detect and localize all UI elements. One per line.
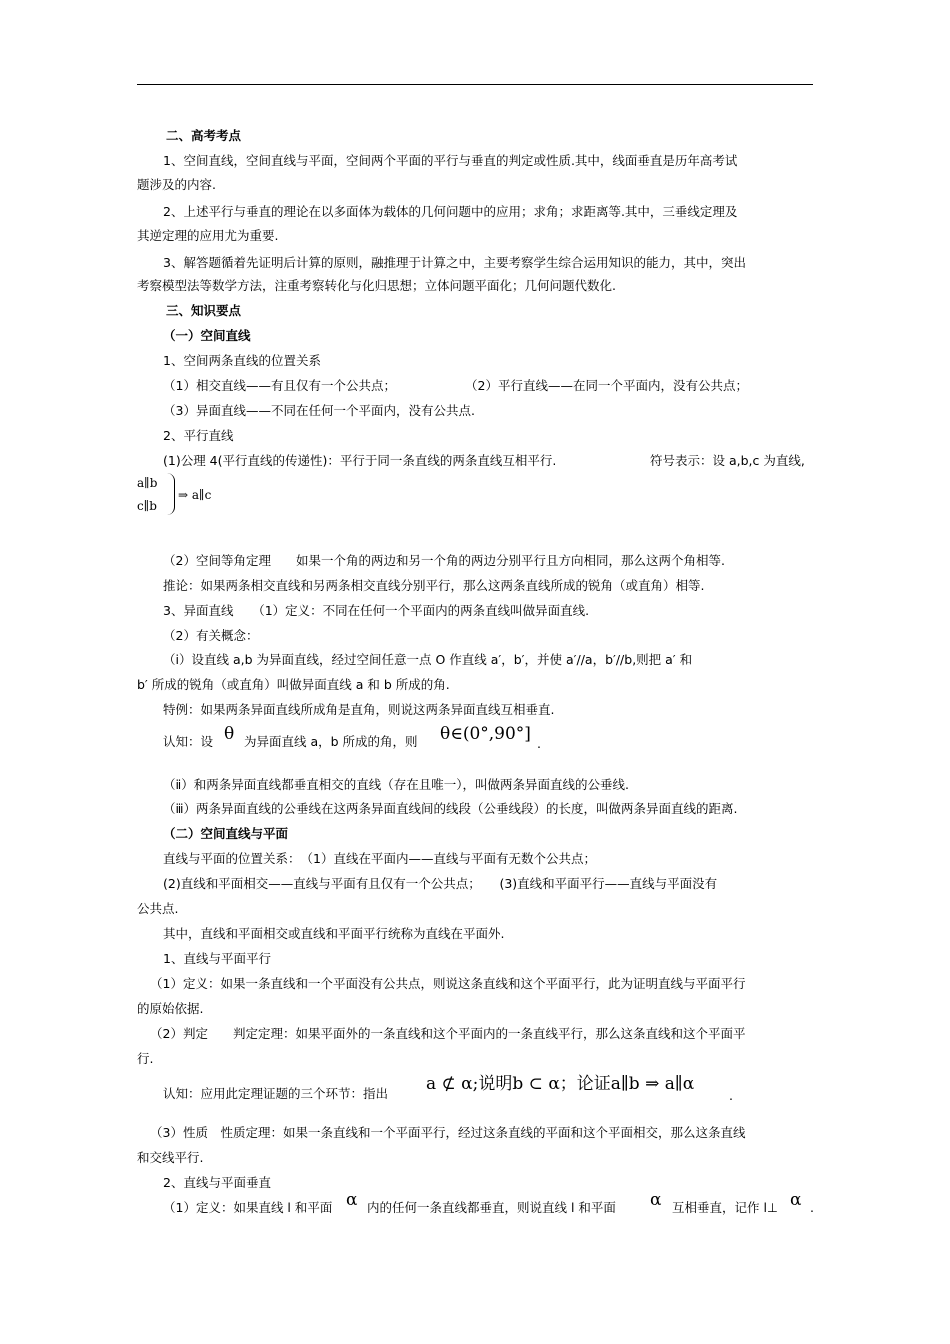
item-positional-relations: 1、空间两条直线的位置关系 bbox=[163, 353, 321, 368]
period: . bbox=[729, 1088, 733, 1103]
alpha-symbol: α bbox=[346, 1190, 358, 1210]
period: . bbox=[537, 736, 541, 751]
property-line-2: 和交线平行. bbox=[137, 1150, 204, 1165]
cognition-text: 为异面直线 a，b 所成的角，则 bbox=[244, 734, 418, 749]
proof-steps-formula: a ⊄ α;说明b ⊂ α；论证a∥b ⇒ a∥α bbox=[426, 1074, 695, 1094]
item-parallel-lines: （2）平行直线——在同一个平面内，没有公共点； bbox=[465, 378, 748, 393]
subsection-space-lines: （一）空间直线 bbox=[163, 328, 251, 343]
paragraph-3-line-2: 考察模型法等数学方法，注重考察转化与化归思想；立体问题平面化；几何问题代数化. bbox=[137, 278, 616, 293]
item-skew-lines: （3）异面直线——不同在任何一个平面内，没有公共点. bbox=[163, 403, 475, 418]
paragraph-2-line-2: 其逆定理的应用尤为重要. bbox=[137, 228, 279, 243]
criterion-line-2: 行. bbox=[137, 1051, 154, 1066]
line-plane-relations-2: (2)直线和平面相交——直线与平面有且仅有一个公共点； (3)直线和平面平行——直线与平面没有 bbox=[163, 876, 718, 891]
alpha-symbol: α bbox=[790, 1190, 802, 1210]
concept-ii: （ⅱ）和两条异面直线都垂直相交的直线（存在且唯一），叫做两条异面直线的公垂线. bbox=[163, 777, 629, 792]
concept-iii: （ⅲ）两条异面直线的公垂线在这两条异面直线间的线段（公垂线段）的长度，叫做两条异面直线的距离. bbox=[163, 801, 738, 816]
cognition-three-steps: 认知：应用此定理证题的三个环节：指出 bbox=[163, 1086, 389, 1101]
cognition-prefix: 认知：设 bbox=[163, 734, 214, 749]
symbol-notation: 符号表示：设 a,b,c 为直线, bbox=[650, 453, 805, 468]
related-concepts: （2）有关概念： bbox=[163, 628, 259, 643]
line-plane-parallel-heading: 1、直线与平面平行 bbox=[163, 951, 271, 966]
perpendicular-definition-part-3: 互相垂直，记作 l⊥ bbox=[672, 1200, 778, 1215]
paragraph-1-line-1: 1、空间直线，空间直线与平面，空间两个平面的平行与垂直的判定或性质.其中，线面垂直是历年高考试 bbox=[163, 153, 738, 168]
definition-parallel-line-1: （1）定义：如果一条直线和一个平面没有公共点，则说这条直线和这个平面平行，此为证明直线与平面平行 bbox=[150, 976, 746, 991]
paragraph-3-line-1: 3、解答题循着先证明后计算的原则，融推理于计算之中，主要考察学生综合运用知识的能力，其中，突出 bbox=[163, 255, 746, 270]
formula-a-parallel-b: a∥b bbox=[137, 476, 158, 490]
brace-symbol bbox=[166, 473, 175, 515]
paragraph-1-line-2: 题涉及的内容. bbox=[137, 177, 216, 192]
special-case: 特例：如果两条异面直线所成角是直角，则说这两条异面直线互相垂直. bbox=[163, 702, 555, 717]
perpendicular-definition-part-2: 内的任何一条直线都垂直，则说直线 l 和平面 bbox=[367, 1200, 616, 1215]
property-line-1: （3）性质 性质定理：如果一条直线和一个平面平行，经过这条直线的平面和这个平面相交，那么这条直线 bbox=[150, 1125, 746, 1140]
period: . bbox=[810, 1200, 814, 1215]
formula-c-parallel-b: c∥b bbox=[137, 499, 157, 513]
item-intersecting-lines: （1）相交直线——有且仅有一个公共点； bbox=[163, 378, 396, 393]
item-parallel-heading: 2、平行直线 bbox=[163, 428, 234, 443]
line-outside-plane: 其中，直线和平面相交或直线和平面平行统称为直线在平面外. bbox=[163, 926, 505, 941]
subsection-line-and-plane: （二）空间直线与平面 bbox=[163, 826, 289, 841]
definition-parallel-line-2: 的原始依据. bbox=[137, 1001, 204, 1016]
paragraph-2-line-1: 2、上述平行与垂直的理论在以多面体为载体的几何问题中的应用；求角；求距离等.其中，三垂线定理及 bbox=[163, 204, 738, 219]
line-plane-relations: 直线与平面的位置关系： （1）直线在平面内——直线与平面有无数个公共点； bbox=[163, 851, 596, 866]
criterion-line-1: （2）判定 判定定理：如果平面外的一条直线和这个平面内的一条直线平行，那么这条直线和这个平面平 bbox=[150, 1026, 746, 1041]
concept-i-line-2: b′ 所成的锐角（或直角）叫做异面直线 a 和 b 所成的角. bbox=[137, 677, 450, 692]
concept-i-line-1: （ⅰ）设直线 a,b 为异面直线，经过空间任意一点 O 作直线 a′，b′，并使 a′//a，b′//b,则把 a′ 和 bbox=[163, 652, 693, 667]
section-title-exam-points: 二、高考考点 bbox=[166, 128, 242, 143]
axiom-4: (1)公理 4(平行直线的传递性)：平行于同一条直线的两条直线互相平行. bbox=[163, 453, 557, 468]
perpendicular-definition-part-1: （1）定义：如果直线 l 和平面 bbox=[163, 1200, 333, 1215]
alpha-symbol: α bbox=[650, 1190, 662, 1210]
equal-angle-theorem: （2）空间等角定理 如果一个角的两边和另一个角的两边分别平行且方向相同，那么这两个角相等. bbox=[163, 553, 725, 568]
theta-symbol: θ bbox=[224, 724, 235, 744]
skew-definition: 3、异面直线 （1）定义：不同在任何一个平面内的两条直线叫做异面直线. bbox=[163, 603, 590, 618]
header-rule bbox=[137, 84, 813, 85]
section-title-knowledge: 三、知识要点 bbox=[166, 303, 242, 318]
corollary: 推论：如果两条相交直线和另两条相交直线分别平行，那么这两条直线所成的锐角（或直角）相等. bbox=[163, 578, 705, 593]
line-plane-relations-2b: 公共点. bbox=[137, 901, 179, 916]
angle-range-formula: θ∈(0°,90°] bbox=[440, 724, 531, 744]
line-plane-perpendicular-heading: 2、直线与平面垂直 bbox=[163, 1175, 271, 1190]
formula-result: ⇒ a∥c bbox=[178, 488, 212, 502]
